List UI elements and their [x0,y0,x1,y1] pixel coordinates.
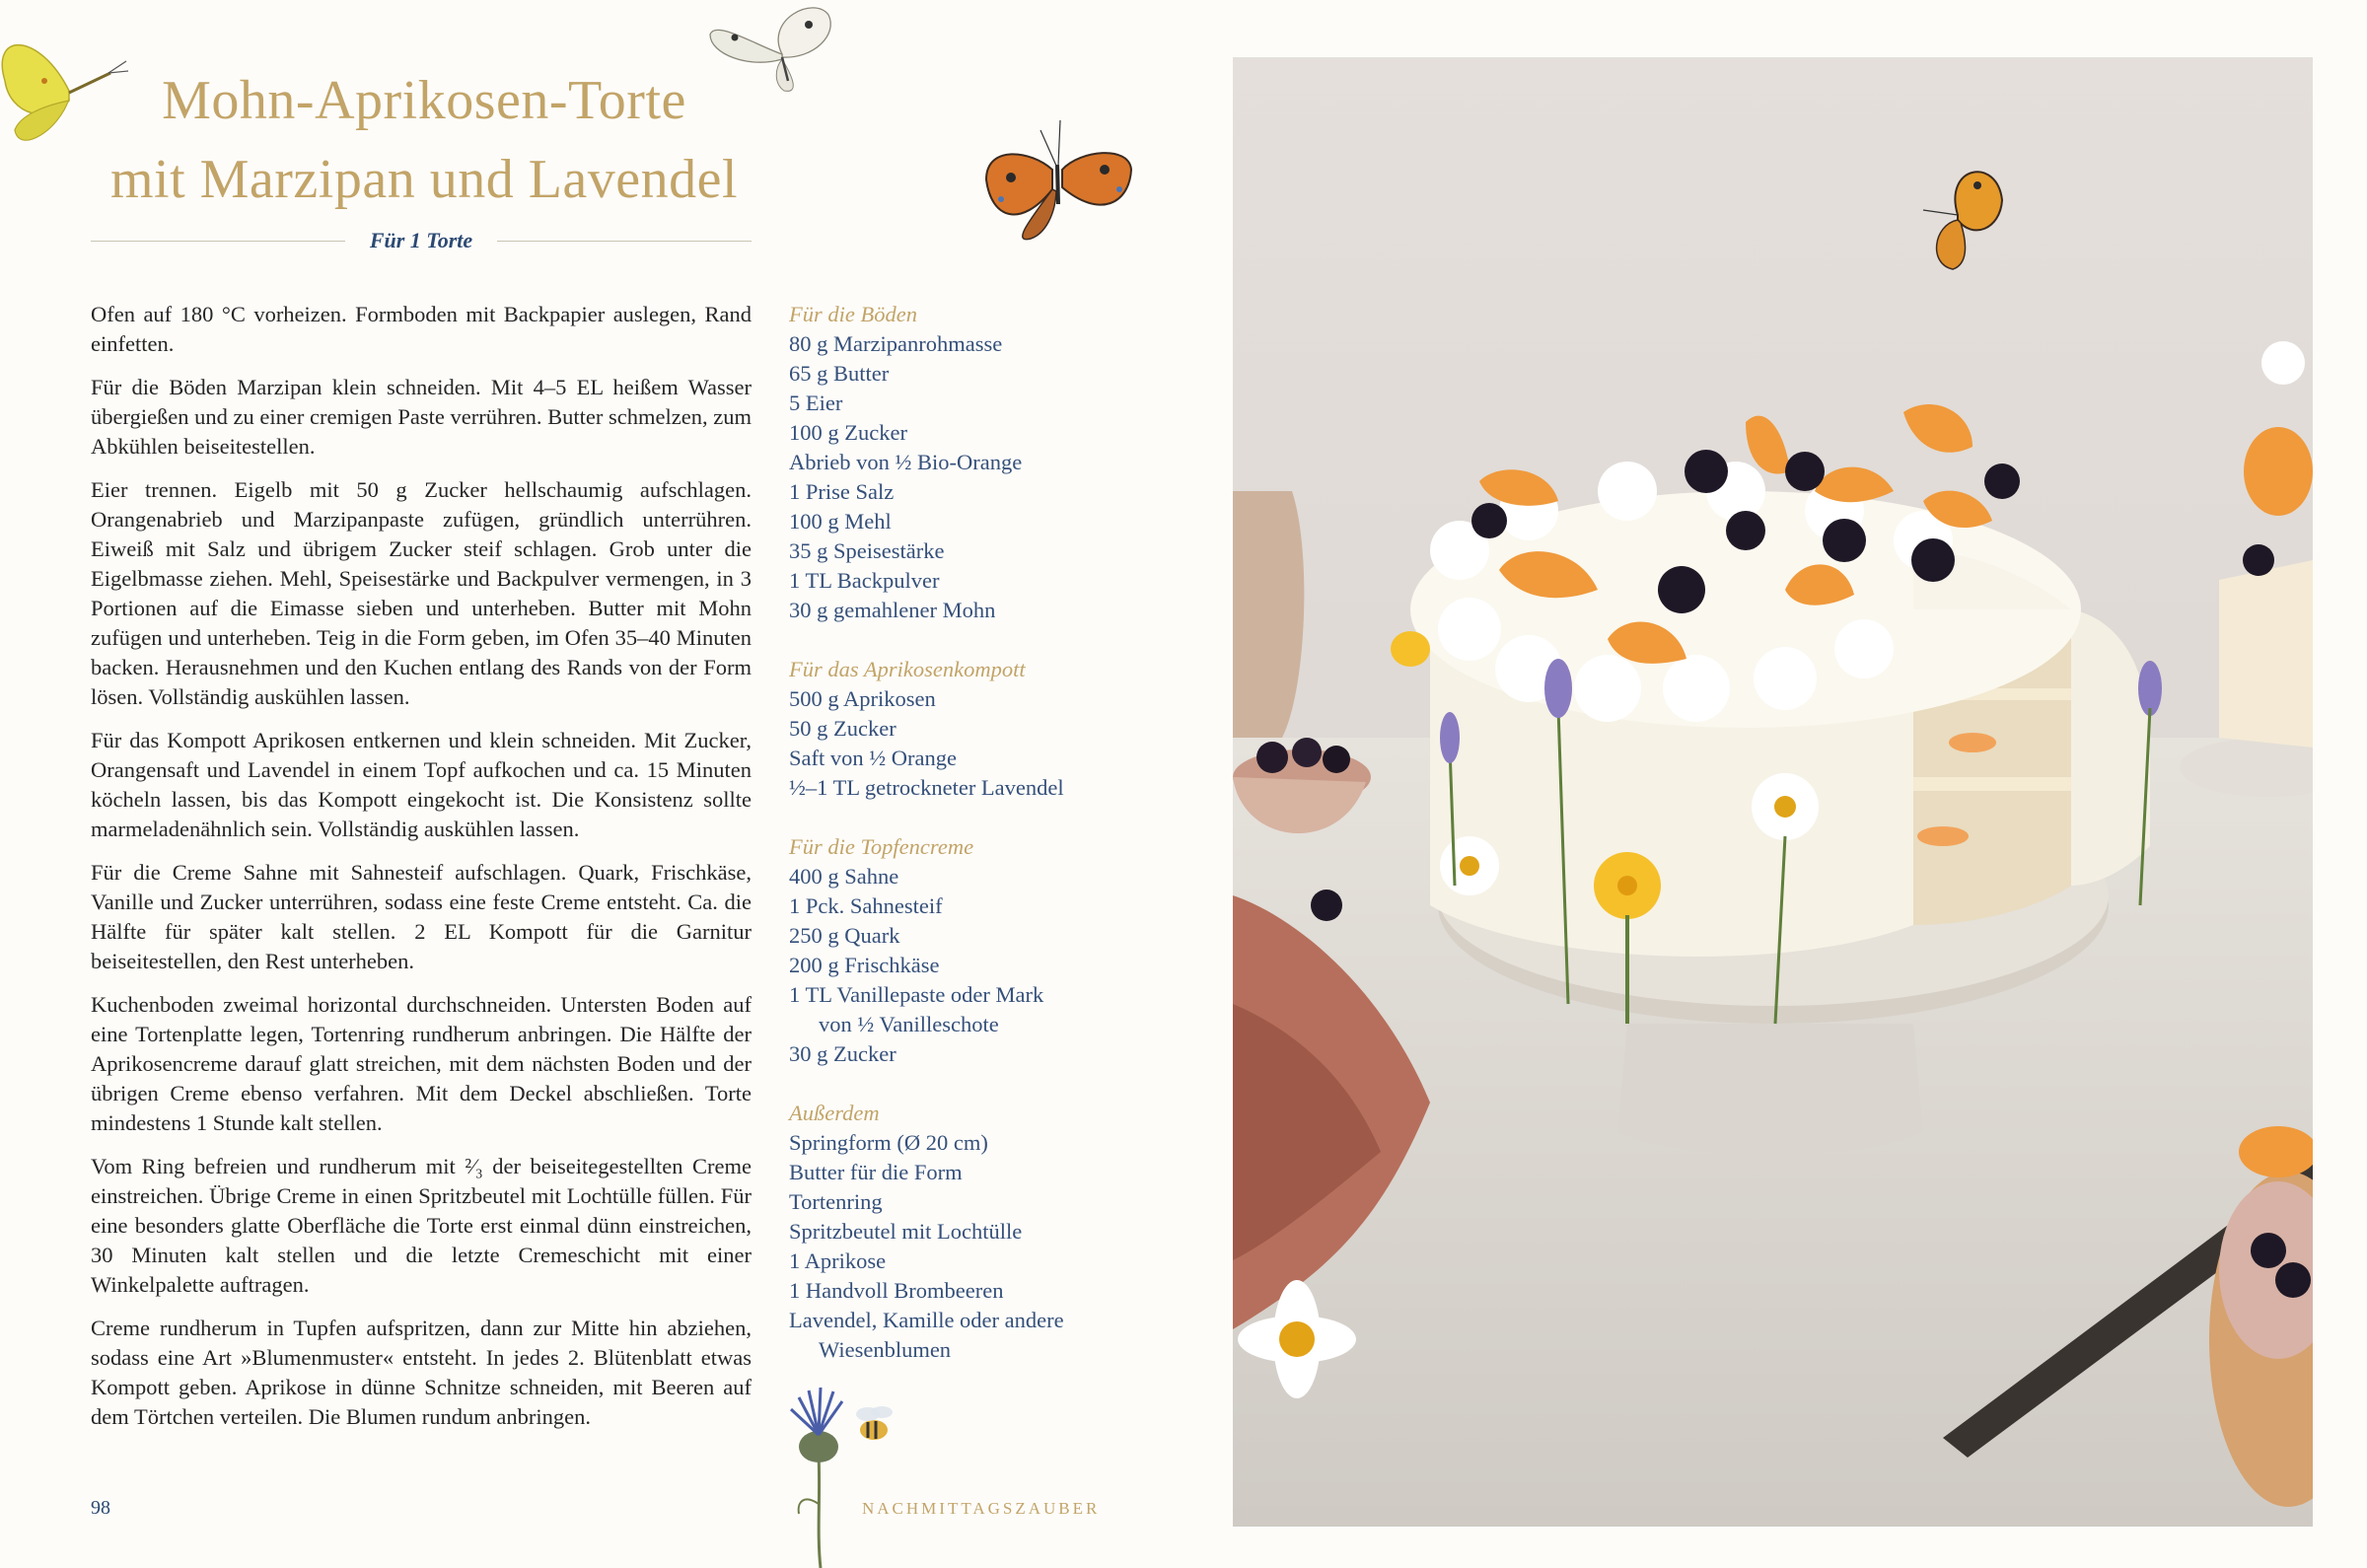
ingredient-item: Wiesenblumen [819,1337,952,1362]
ingredient-item: 30 g gemahlener Mohn [789,598,996,622]
ingredient-item: 500 g Aprikosen [789,686,936,711]
ingredient-item: 50 g Zucker [789,716,897,741]
ingredient-item: Abrieb von ½ Bio-Orange [789,450,1023,474]
ingredient-item: Lavendel, Kamille oder andere [789,1308,1064,1332]
divider-right [497,241,752,242]
orange-butterfly-icon [981,110,1139,249]
ingredient-heading: Außerdem [789,1101,880,1125]
ingredient-item: 200 g Frischkäse [789,953,940,977]
ingredient-item: 400 g Sahne [789,864,899,889]
cake-photo [1233,57,2313,1527]
ingredient-heading: Für die Topfencreme [789,834,974,859]
recipe-title [79,61,769,219]
recipe-title-line-1: Mohn-Aprikosen-Torte [162,70,686,131]
ingredient-item: 1 TL Backpulver [789,568,940,593]
ingredient-item: 30 g Zucker [789,1041,897,1066]
method-step: Für das Kompott Aprikosen entkernen und klein schneiden. Mit Zucker, Orangensaft und Lavendel in einem Topf aufkochen und ca. 15 Minuten köcheln lassen, bis das Kompott eingekocht ist. Die Konsistenz sollte marmeladenähnlich sein. Vollständig auskühlen lassen. [91,728,752,841]
ingredient-item: Spritzbeutel mit Lochtülle [789,1219,1023,1244]
ingredient-item: 1 Pck. Sahnesteif [789,893,943,918]
page-number: 98 [91,1497,110,1519]
ingredient-item: Butter für die Form [789,1160,963,1184]
method-step: Für die Böden Marzipan klein schneiden. Mit 4–5 EL heißem Wasser übergießen und zu einer cremigen Paste verrühren. Butter schmelzen, zum Abkühlen beiseitestellen. [91,375,752,459]
method-step: Kuchenboden zweimal horizontal durchschneiden. Untersten Boden auf eine Tortenplatte legen, Tortenring rundherum anbringen. Die Hälfte der Aprikosencreme darauf glatt streichen, mit dem nächsten Boden und der übrigen Creme ebenso verfahren. Mit dem Deckel abschließen. Torte mindestens 1 Stunde kalt stellen. [91,992,752,1135]
method-text [91,300,752,1446]
ingredient-item: 250 g Quark [789,923,900,948]
method-step: Für die Creme Sahne mit Sahnesteif aufschlagen. Quark, Frischkäse, Vanille und Zucker unterrühren, sodass eine feste Creme entsteht. Ca. die Hälfte für später kalt stellen. 2 EL Kompott für die Garnitur beiseitestellen, den Rest unterheben. [91,860,752,973]
recipe-yield: Für 1 Torte [369,228,473,252]
ingredient-group-boden [789,300,1184,625]
ingredient-item: 1 Handvoll Brombeeren [789,1278,1004,1303]
ingredient-item: Tortenring [789,1189,883,1214]
ingredient-item: ½–1 TL getrockneter Lavendel [789,775,1064,800]
ingredient-heading: Für die Böden [789,302,917,326]
recipe-title-line-2: mit Marzipan und Lavendel [109,149,739,210]
ingredient-item: 1 Prise Salz [789,479,895,504]
bee-icon [846,1400,901,1450]
method-step: Vom Ring befreien und rundherum mit ²⁄₃ der beiseitegestellten Creme einstreichen. Übrige Creme in einen Spritzbeutel mit Lochtülle füllen. Für eine besonders glatte Oberfläche die Torte erst einmal dünn einstreichen, 30 Minuten kalt stellen und die letzte Cremeschicht mit einer Winkelpalette auftragen. [91,1154,752,1297]
chapter-label: NACHMITTAGSZAUBER [862,1499,1101,1518]
ingredient-group-ausserdem [789,1099,1184,1365]
ingredient-item: 5 Eier [789,391,843,415]
ingredient-item: 65 g Butter [789,361,890,386]
ingredient-group-kompott [789,655,1184,803]
ingredient-item: 100 g Zucker [789,420,907,445]
yield-row [91,223,752,258]
ingredient-group-creme [789,832,1184,1069]
ingredient-item: 35 g Speisestärke [789,538,945,563]
method-step: Eier trennen. Eigelb mit 50 g Zucker hellschaumig aufschlagen. Orangenabrieb und Marzipanpaste zufügen, gründlich unterrühren. Eiweiß mit Salz und übrigem Zucker steif schlagen. Grob unter die Eigelbmasse ziehen. Mehl, Speisestärke und Backpulver vermengen, in 3 Portionen auf die Eimasse sieben und unterheben. Butter mit Mohn zufügen und unterheben. Teig in die Form geben, im Ofen 35–40 Minuten backen. Herausnehmen und den Kuchen entlang des Rands von der Form lösen. Vollständig auskühlen lassen. [91,477,752,709]
method-step: Creme rundherum in Tupfen aufspritzen, dann zur Mitte hin abziehen, sodass eine Art »Blumenmuster« entsteht. In jedes 2. Blütenblatt etwas Kompott geben. Aprikose in dünne Schnitze schneiden, mit Beeren auf dem Törtchen verteilen. Die Blumen rundum anbringen. [91,1316,752,1429]
ingredient-item: Springform (Ø 20 cm) [789,1130,988,1155]
method-step: Ofen auf 180 °C vorheizen. Formboden mit Backpapier auslegen, Rand einfetten. [91,302,752,356]
ingredient-item: 80 g Marzipanrohmasse [789,331,1003,356]
ingredients-list [789,300,1184,1394]
ingredient-item: von ½ Vanilleschote [819,1012,999,1036]
ingredient-heading: Für das Aprikosenkompott [789,657,1026,681]
ingredient-item: 1 Aprikose [789,1248,887,1273]
ingredient-item: 1 TL Vanillepaste oder Mark [789,982,1044,1007]
ingredient-item: 100 g Mehl [789,509,892,534]
ingredient-item: Saft von ½ Orange [789,746,957,770]
